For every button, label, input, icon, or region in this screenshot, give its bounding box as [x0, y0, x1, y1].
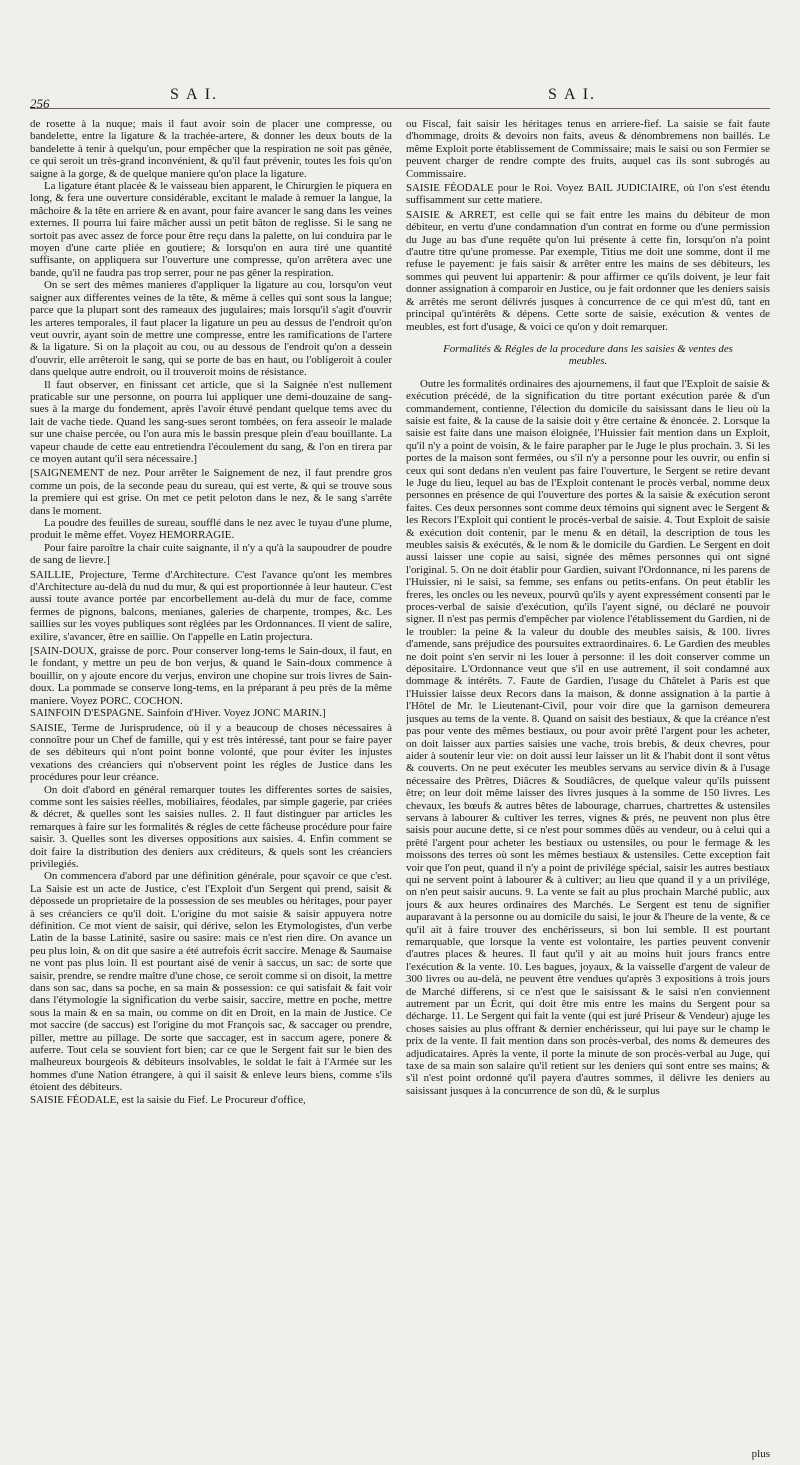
- entry-sainfoin: SAINFOIN D'ESPAGNE. Sainfoin d'Hiver. Voyez JONC MARIN.]: [30, 707, 326, 720]
- paragraph: Il faut observer, en finissant cet article, que si la Saignée n'est nullement praticable sur une personne, on pourra lui appliquer une demi-douzaine de sang-sues à la marge du fondement, après l'avoir étuvé pendant quelque tems avec du lait de vache tiede. Quand les sang-sues seront tombées, on fera asseoir le malade sur une chaise percée, ou l'on aura mis le bassin presque plein d'eau bouillante. La vapeur chaude de cette eau entretiendra l'écoulement du sang, & l'on en tirera par ce moyen autant qu'il sera nécessaire.]: [30, 378, 392, 465]
- header-rule: [30, 108, 770, 109]
- entry-saisie: SAISIE, Terme de Jurisprudence, où il y a beaucoup de choses nécessaires à connoître pour un Chef de famille, qui y est très intéressé, tant pour se faire payer de ses débiteurs qui n'ont point bonne volonté, que pour éviter les injustes vexations des créanciers qui n'observent point les régles de Justice dans les procédures pour leur créance.: [30, 721, 392, 784]
- paragraph: Outre les formalités ordinaires des ajournemens, il faut que l'Exploit de saisie & exécution précédé, de la signification du titre portant exécution parée & d'un commandement, contienne, l'élection du domicile du saisissant dans le lieu où la saisie est faite, & la cause de la saisie doit y être certaine & énoncée. 2. Lorsque la saisie est faite dans une maison éloignée, l'Huissier fait mention dans un Exploit, qu'il n'y a point de voisin, & le faire parapher par le Juge le plus prochain. 3. Si les portes de la maison sont fermées, ou s'il n'y a personne pour les ouvrir, ou enfin si ceux qui sont dedans n'en veulent pas faire l'ouverture, le Sergent se retire devant le Juge du lieu, lequel au bas de l'Exploit contenant le procès verbal, nomme deux personnes en présence de qui l'ouverture des portes & la saisie & exécution seront faites. Ces deux personnes sont comme deux témoins qui signent avec le Sergent & les Recors l'Exploit qui contient le procès-verbal de saisie. 4. Tout Exploit de saisie & exécution doit contenir, par le menu & en détail, la description de tous les meubles saisis & exécutés, & le nom & le domicile du Gardien. Le Sergent en doit aussi laisser une copie au saisi, signée des mêmes personnes qui ont signé l'original. 5. On ne doit établir pour Gardien, suivant l'Ordonnance, ni les parens de l'Huissier, ni le saisi, sa femme, ses enfans ou petits-enfans. On peut établir les freres, les oncles ou les neveux, pourvû qu'ils y ayent expressément consenti par le proces-verbal de saisie d'exécution, qu'ils l'ayent signé, ou déclaré ne pouvoir signer. Il n'est pas permis d'empêcher par violence l'établissement du Gardien, ni de le troubler: la peine & la valeur du double des meubles saisis, & 100. livres d'amende, sans préjudice des poursuites extraordinaires. 6. Le Gardien des meubles ne doit point s'en servir ni les louer à personne: il les doit conserver comme un dépositaire. L'Ordonnance veut que s'il en use autrement, il soit condamné aux dommage & intérêts. 7. Faute de Gardien, l'usage du Châtelet à Paris est que l'Huissier laisse deux Recors dans la maison, & donne assignation à la partie à l'Hôtel de Mr. le Lieutenant-Civil, pour voir dire que la garnison demeurera jusques au tems de la vente. 8. Quand on saisit des bestiaux, & que la créance n'est pas pour vente des mêmes bestiaux, ou pour avoir prêté l'argent pour les acheter, on doit laisser aux parties saisies une vache, trois brebis, & deux chevres, pour aider à soutenir leur vie: on doit aussi leur laisser un lit & l'habit dont il sont vêtus & couverts. On ne peut exécuter les meubles servans au service divin & à l'usage nécessaire des Prêtres, Diâcres & Soudiâcres, de quelque valeur qu'ils puissent être; on leur doit même laisser des livres jusques à la somme de 150 livres. Les chevaux, les bœufs & autres bêtes de labourage, charrues, chartrettes & ustensiles servans à labourer & cultiver les terres, vignes & prés, ne peuvent non plus être saisis pour aucune dette, si ce n'est pour sommes dûës au vendeur, ou à celui qui a prêté l'argent pour acheter les bestiaux ou ustensiles, ou pour le fermage & les moissons des terres où sont les mêmes bestiaux & ustensiles. Cette exception fait voir que l'on peut, quand il n'y a point de privilége spécial, saisir les autres bestiaux qui ne servent point à labourer & à cultiver; au lieu que quand il y a un privilége, on n'en peut saisir aucuns. 9. La vente se fait au plus prochain Marché public, aux jours & aux heures ordinaires des Marchés. Le Sergent est tenu de signifier auparavant à la personne ou au domicile du saisi, le jour & l'heure de la vente, & ce qu'il ait à faire trouver des enchérisseurs, si bon lui semble. Il est pourtant remarquable, que lorsque la vente est volontaire, les parties peuvent convenir d'autres places & heures. Il faut qu'il y ait au moins huit jours francs entre l'exécution & la vente. 10. Les bagues, joyaux, & la vaisselle d'argent de valeur de 300 livres ou au-delà, ne peuvent être vendues qu'après 3 expositions à trois jours de Marché differens, si ce n'est que le saisissant & le saisi n'en conviennent autrement par un Écrit, qui doit être mis entre les mains du Sergent pour sa décharge. 11. Le Sergent qui fait la vente (qui est juré Priseur & Vendeur) ajuge les choses saisies au plus offrant & dernier enchérisseur, qui lui paye sur le champ le prix de la vente. Il fait mention dans son procès-verbal, des noms & demeures des adjudicataires. Après la vente, il porte la minute de son procès-verbal au Juge, qui taxe de sa main son salaire qu'il retient sur les deniers qui sont entre ses mains; & s'il n'est point ordonné qu'il payera d'autres sommes, il délivre les deniers au saisissant jusques à la concurrence de son dû, & le surplus: [406, 377, 770, 1097]
- catchword: plus: [751, 1448, 770, 1460]
- paragraph: de rosette à la nuque; mais il faut avoir soin de placer une compresse, ou bandelette, entre la ligature & la trachée-artere, & donner les deux bouts de la bandelette à tenir à quelqu'un, pour empêcher que la respiration ne soit pas gênée, ce qui seroit un très-grand inconvénient, & qu'il faut prévenir, toutes les fois qu'on saigne à la gorge, & de quelque maniere qu'on place la ligature.: [30, 118, 392, 180]
- entry-saillie: SAILLIE, Projecture, Terme d'Architecture. C'est l'avance qu'ont les membres d'Architecture au-delà du nud du mur, & qui est proportionnée à leur hauteur. C'est aussi toute avance portée par encorbellement au-delà du mur de face, comme fermes de pignons, balcons, menianes, galeries de charpente, trompes, &c. Les saillies sur les voyes publiques sont réglées par les Ordonnances. Il vient de salire, exilire, s'avancer, être en saillie. On l'appelle en Latin projectura.: [30, 568, 392, 643]
- paragraph: Pour faire paroître la chair cuite saignante, il n'y a qu'à la saupoudrer de poudre de sang de lievre.]: [30, 541, 392, 567]
- entry-sain-doux: [SAIN-DOUX, graisse de porc. Pour conserver long-tems le Sain-doux, il faut, en le fondant, y mettre un peu de bon verjus, & quand le Sain-doux commence à bouillir, on y ajoute encore du verjus, environ une chopine sur trois livres de Sain-doux. La pommade se conserve long-tems, en la préparant à peu près de la même maniere. Voyez PORC. COCHON.: [30, 645, 392, 707]
- running-head-left: S A I.: [170, 86, 219, 103]
- running-head-right: S A I.: [548, 86, 597, 103]
- paragraph: On commencera d'abord par une définition générale, pour sçavoir ce que c'est. La Saisie est un acte de Justice, c'est l'Exploit d'un Sergent qui prend, saisit & dépossede un proprietaire de la possession de ses meubles ou héritages, pour payer à ses créanciers ce qu'il doit. L'origine du mot saisie & saisir appuyera notre définition. Ce mot vient de saisir, qui dérive, selon les Etymologistes, d'un verbe Latin de la basse Latinité, sasire ou sasire: mais ce n'est rien dire. On avance un peu plus loin, & on dit que sasire a été autrefois écrit saccire. Menage & Saumaise ne vont pas plus loin. Il est pourtant aisé de venir à saccus, un sac: de sorte que saisir, prendre, se rendre maître d'une chose, ce seroit comme si on disoit, la mettre dans son sac, dans sa poche, en sa main & possession: ce qui satisfait & fait voir dans l'étymologie la signification du verbe saisir, saccire, mettre en poche, mettre sous la main & en sa main, ou comme on dit en Droit, en la main de Justice. Ce mot saccire (de saccus) est l'origine du mot François sac, & saccager ou prendre, piller, mettre au pillage. De sorte que saccager, est in saccum agere, ponere & auferre. Tout cela se souvient fort bien; car ce que le Sergent fait sur le bien des malheureux bourgeois & débiteurs insolvables, le soldat le fait à l'Armée sur les hommes d'une Nation étrangere, à qui il saisit & enleve leurs biens, comme s'ils étoient des débiteurs.: [30, 870, 392, 1094]
- paragraph: La ligature étant placée & le vaisseau bien apparent, le Chirurgien le piquera en long, & fera une ouverture considérable, excitant le malade à remuer la langue, la mâchoire & la tête en arriere & en avant, pour faire avancer le sang dans les veines externes. Il pourra lui faire mâcher aussi un petit bâton de reglisse. Si le sang ne sortoit pas avec assez de force pour être reçu dans la palette, on lui conduira par le moyen d'une carte pliée en goutiere; & lorsqu'on en aura tiré une quantité suffisante, on appliquera sur l'ouverture une compresse, qu'on arrêtera avec une bande, qu'il ne faudra pas trop serrer, pour ne pas gêner la respiration.: [30, 180, 392, 279]
- paragraph: On doit d'abord en général remarquer toutes les differentes sortes de saisies, comme sont les saisies réelles, mobiliaires, féodales, par simple gagerie, par criées & décret, & quelles sont les saisies nulles. 2. Il faut distinguer par articles les remarques à faire sur les formalités & régles de cette fâcheuse procédure pour faire saisir. 3. Quelles sont les diverses oppositions aux saisies. 4. Enfin comment se doit faire la distribution des deniers aux créditeurs, & quels sont les créanciers privilegiés.: [30, 783, 392, 870]
- section-subheading: Formalités & Régles de la procedure dans les saisies & ventes des meubles.: [443, 342, 733, 368]
- entry-saisie-feodale-roi: SAISIE FÉODALE pour le Roi. Voyez BAIL JUDICIAIRE, où l'on s'est étendu suffisamment sur cette matiere.: [406, 182, 770, 207]
- entry-saisie-feodale: SAISIE FÉODALE, est la saisie du Fief. Le Procureur d'office,: [30, 1093, 306, 1106]
- paragraph: ou Fiscal, fait saisir les héritages tenus en arriere-fief. La saisie se fait faute d'hommage, droits & devoirs non faits, aveus & dénombremens non baillés. Le même Exploit porte établissement de Commissaire; mais le saisi ou son Fermier se peuvent charger de rendre compte des fruits, auquel cas ils sont subrogés au Commissaire.: [406, 118, 770, 180]
- right-column: [406, 118, 770, 1453]
- entry-saisie-arret: SAISIE & ARRET, est celle qui se fait entre les mains du débiteur de mon débiteur, en vertu d'une condamnation d'un contrat en forme ou d'une permission du Juge au bas d'une requête qu'on lui présente à cette fin, lorsqu'on n'a point d'autre titre qu'une promesse. Par exemple, Titius me doit une somme, dont il me refuse le payement: je fais saisir & arrêter entre les mains de ses débiteurs, les sommes qui peuvent lui appartenir: & pour affirmer ce qu'ils doivent, je leur fait donner assignation à comparoir en Justice, ou je fait ordonner que les deniers saisis & arrêtés me seront délivrés jusques à concurrence de ce qui m'est dû, tant en principal qu'intérêts & dépens. Cette sorte de saisie, exécution & ventes de meubles, est fort d'usage, & voici ce qu'on y doit remarquer.: [406, 208, 770, 333]
- paragraph: La poudre des feuilles de sureau, soufflé dans le nez avec le tuyau d'une plume, produit le même effet. Voyez HEMORRAGIE.: [30, 517, 392, 542]
- left-column: [30, 118, 392, 1453]
- page-number: 256: [30, 96, 50, 111]
- entry-saignement: [SAIGNEMENT de nez. Pour arrêter le Saignement de nez, il faut prendre gros comme un pois, de la seconde peau du sureau, qui est verte, & qui se trouve sous la premiere qui est grise. On met ce petit peloton dans le nez, & le sang s'arrête dans le moment.: [30, 467, 392, 517]
- paragraph: On se sert des mêmes manieres d'appliquer la ligature au cou, lorsqu'on veut saigner aux differentes veines de la tête, & même à celles qui sont sous la langue; parce que la plupart sont des rameaux des jugulaires; mais lorsqu'il s'agit d'ouvrir les arteres temporales, il faut placer la ligature un peu au dessus de l'endroit qu'on veut ouvrir, ayant soin de mettre une compresse, entre les ramifications de l'artere & la ligature. Si on la plaçoit au cou, ou au dessous de l'endroit qu'on a dessein d'ouvrir, elle arrêteroit le sang, qui se porte de bas en haut, ou l'obligeroit à couler dans quelque autre endroit, ou il trouveroit moins de résistance.: [30, 279, 392, 379]
